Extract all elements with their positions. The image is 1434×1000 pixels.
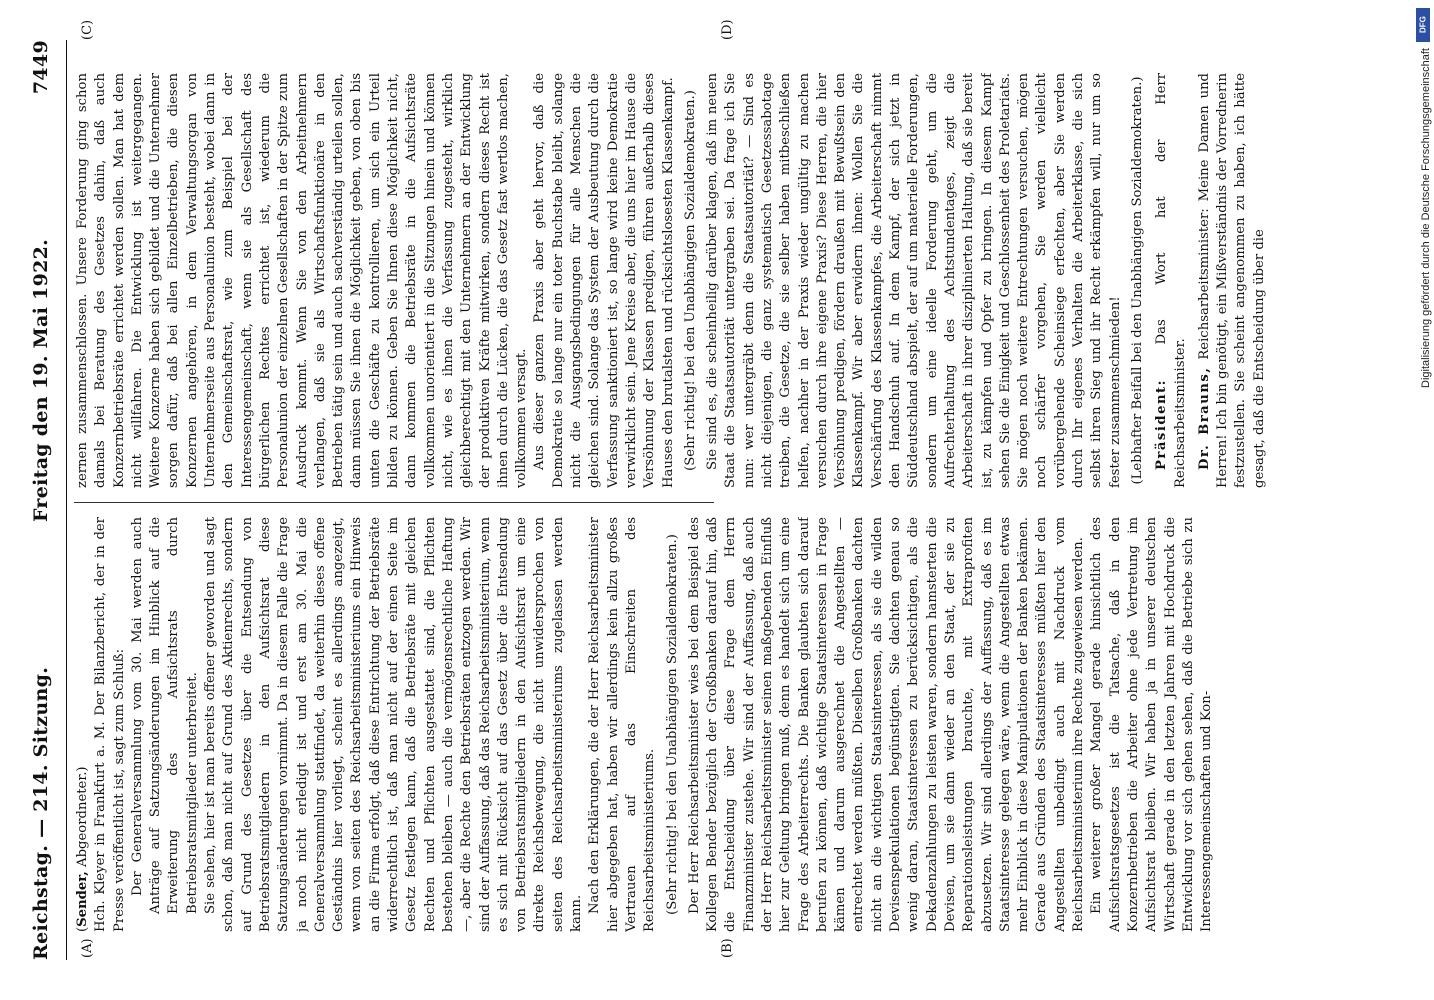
interjection: (Sehr richtig! bei den Unabhängigen Sozialdemokraten.) bbox=[664, 534, 680, 915]
interjection: (Sehr richtig! bei den Unabhängigen Sozialdemokraten.) bbox=[682, 90, 698, 471]
minister-role: Reichsarbeitsminister: bbox=[1196, 208, 1212, 360]
paragraph: Sie sind es, die scheinheilig darüber klagen, daß im neuen Staat die Staatsautorität untergraben sei. Da frage ich Sie nun: wer untergräbt denn die Staatsautorität? — Sind es nicht diejenigen, die ganz systematisch Gesetzessabotage treiben, die Gesetze, die sie selber haben mitbeschließen helfen, nachher in der Praxis wieder ungültig zu machen versuchen durch ihre eigene Praxis? Diese Herren, die hier Versöhnung predigen, fördern draußen mit Bewußtsein den Klassenkampf. Wir aber erwidern ihnen: Wollen Sie die Verschärfung des Klassenkampfes, die Arbeiterschaft nimmt den Handschuh auf. In dem Kampf, der sich jetzt in Süddeutschland abspielt, der auf um materielle Forderungen, sondern um eine ideelle Forderung geht, um die Aufrechterhaltung des Achtstundentages, zeigt die Arbeiterschaft in ihrer disziplinierten Haltung, daß sie bereit ist, zu kämpfen und Opfer zu bringen. In diesem Kampf sehen Sie die Einigkeit und Geschlossenheit des Proletariats. Sie mögen noch weitere Entrechtungen versuchen, mögen noch schärfer vorgehen, Sie werden vielleicht vorübergehende Scheinsiege erfechten, aber Sie werden durch Ihr eigenes Verhalten die Arbeiterklasse, die sich selbst ihren Sieg und ihr Recht erkämpfen will, nur um so fester zusammenschmieden! bbox=[705, 73, 1123, 488]
digitization-note: Digitalisierung gefördert durch die Deutsche Forschungsgemeinschaft bbox=[1420, 48, 1432, 388]
dfg-logo-icon: DFG bbox=[1416, 8, 1430, 42]
page-header bbox=[30, 40, 60, 960]
paragraph: Der Herr Reichsarbeitsminister wies bei dem Beispiel des Kollegen Bender bezüglich der Großbanken darauf hin, daß die Entscheidung über diese Frage dem Herrn Finanzminister zustehe. Wir sind der Auffassung, daß auch der Herr Reichsarbeitsminister seinen maßgebenden Einfluß hier zur Geltung bringen muß, denn es handelt sich um eine Frage des Arbeiterrechts. Die Banken glaubten sich darauf berufen zu können, daß wichtige Staatsinteressen in Frage kämen und darum ausgerechnet die Angestellten — entrechtet werden müßten. Dieselben Großbanken dachten nicht an die wichtigen Staatsinteressen, als sie die wilden Devisenspekulationen begünstigten. Sie dachten genau so wenig daran, Staatsinteressen zu berücksichtigen, als die Dekadenzahlungen zu leisten waren, sondern hamsterten die Devisen, um sie dann wieder an den Staat, der sie zu Reparationsleistungen brauchte, mit Extraprofiten abzusetzen. Wir sind allerdings der Auffassung, daß es im Staatsinteresse gelegen wäre, wenn die Angestellten etwas mehr Einblick in diese Manipulationen der Banken bekämen. Gerade aus Gründen des Staatsinteresses müßten hier den Angestellten unbedingt auch mit Nachdruck vom Reichsarbeitsministerium ihre Rechte zugewiesen werden. bbox=[686, 517, 1087, 932]
marker-d: (D) bbox=[720, 19, 735, 40]
speaker-name: Sender, bbox=[75, 871, 90, 927]
president-line bbox=[1153, 73, 1190, 488]
right-column bbox=[74, 73, 1364, 488]
column-divider bbox=[74, 502, 714, 503]
minister-name: Dr. Brauns, bbox=[1196, 366, 1212, 470]
speaker-line: (Sender, Abgeordneter.) bbox=[75, 766, 90, 932]
paragraph: Ein weiterer großer Mangel gerade hinsichtlich des Aufsichtsratsgesetzes ist die Tatsache, daß in den Konzernbetrieben die Arbeiter ohne jede Vertretung im Aufsichtsrat bleiben. Wir haben ja in unserer deutschen Wirtschaft gerade in den letzten Jahren mit Hochdruck die Entwicklung vor sich gehen sehen, daß die Betriebe sich zu Interessengemeinschaften und Kon- bbox=[1089, 517, 1215, 932]
paragraph: zernen zusammenschlossen. Unsere Forderung ging schon damals bei Beratung des Gesetzes dahin, daß auch Konzernbetriebsräte errichtet werden sollen. Man hat dem nicht willfahren. Die Entwicklung ist weitergegangen. Weitere Konzerne haben sich gebildet und die Unternehmer sorgen dafür, daß bei allen Einzelbetrieben, die diesen Konzernen angehören, in dem Verwaltungsorgan von Unternehmerseite aus Personalunion besteht, wobei dann in den Gemeinschaftsrat, wie zum Beispiel bei der Interessengemeinschaft, wenn sie als Gesellschaft des bürgerlichen Rechtes errichtet ist, wiederum die Personalunion der einzelnen Gesellschaften in der Spitze zum Ausdruck kommt. Wenn Sie von den Arbeitnehmern verlangen, daß sie als Wirtschaftsfunktionäre in den Betrieben tätig sein und auch sachverständig urteilen sollen, dann müssen Sie ihnen die Möglichkeit geben, von oben bis unten die Geschäfte zu kontrollieren, um sich ein Urteil bilden zu können. Geben Sie Ihnen diese Möglichkeit nicht, dann kommen die Betriebsräte in die Aufsichtsräte vollkommen unorientiert in die Sitzungen hinein und können nicht, wie es ihnen die Verfassung zugesteht, wirklich gleichberechtigt mit den Unternehmern an der Entwicklung der produktiven Kräfte mitwirken, sondern dieses Recht ist ihnen durch die Lücken, die das Gesetz fast wertlos machen, vollkommen versagt. bbox=[75, 73, 530, 488]
header-rule bbox=[66, 40, 67, 960]
page-number: 7449 bbox=[30, 40, 52, 95]
president-text: Das Wort hat der Herr Reichsarbeitsminister. bbox=[1154, 73, 1188, 488]
left-column bbox=[74, 517, 1364, 932]
header-session: Reichstag. — 214. Sitzung. bbox=[30, 666, 52, 960]
marker-b: (B) bbox=[720, 938, 735, 958]
digitization-margin bbox=[1410, 0, 1434, 1000]
paragraph: Nach den Erklärungen, die der Herr Reichsarbeitsminister hier abgegeben hat, haben wir allerdings kein allzu großes Vertrauen auf das Einschreiten des Reichsarbeitsministeriums. bbox=[587, 517, 658, 932]
header-date: Freitag den 19. Mai 1922. bbox=[30, 238, 52, 523]
minister-text: Meine Damen und Herren! Ich bin genötigt, ein Mißverständnis der Vorrednerin festzustellen. Sie scheint angenommen zu haben, ich hätte gesagt, daß die Entscheidung über die bbox=[1196, 73, 1267, 488]
paragraph: Sie sehen, hier ist man bereits offener geworden und sagt schon, daß man nicht auf Grund des Aktienrechts, sondern auf Grund des Gesetzes über die Entsendung von Betriebsratsmitgliedern in den Aufsichtsrat diese Satzungsänderungen vornimmt. Da in diesem Falle die Frage ja noch nicht erledigt ist und erst am 30. Mai die Generalversammlung stattfindet, da weiterhin dieses offene Geständnis hier vorliegt, scheint es allerdings angezeigt, wenn von seiten des Reichsarbeitsministeriums ein Hinweis an die Firma erfolgt, daß diese Entrichtung der Betriebsräte widerrechtlich ist, daß man nicht auf der einen Seite im Gesetz festlegen kann, daß die Betriebsräte mit gleichen Rechten und Pflichten ausgestattet sind, die Pflichten bestehen bleiben — auch die vermögensrechtliche Haftung —, aber die Rechte den Betriebsräten entzogen werden. Wir sind der Auffassung, daß das Reichsarbeitsministerium, wenn es sich mit Rücksicht auf das Gesetz über die Entsendung von Betriebsratsmitgliedern in den Aufsichtsrat um eine direkte Reichsbewegung, die nicht unwidersprochen von seiten des Reichsarbeitsministeriums zugelassen werden kann. bbox=[203, 517, 585, 932]
speaker-role: Abgeordneter. bbox=[75, 771, 90, 867]
marker-c: (C) bbox=[80, 19, 95, 40]
president-label: Präsident: bbox=[1154, 378, 1170, 470]
applause-note: (Lebhafter Beifall bei den Unabhängigen Sozialdemokraten.) bbox=[1129, 76, 1145, 485]
marker-a: (A) bbox=[80, 938, 95, 958]
minister-line bbox=[1196, 73, 1269, 488]
paragraph: Aus dieser ganzen Praxis aber geht hervor, daß die Demokratie so lange nur ein toter Buchstabe bleibt, solange nicht die Ausgangsbedingungen für alle Menschen die gleichen sind. Solange das System der Ausbeutung durch die Verfassung sanktioniert ist, so lange wird keine Demokratie verwirklicht sein. Jene Kreise aber, die uns hier im Hause die Versöhnung der Klassen predigen, führen außerhalb dieses Hauses den brutalsten und rücksichtslosesten Klassenkampf. bbox=[532, 73, 676, 488]
paragraph: Hch. Kleyer in Frankfurt a. M. Der Bilanzbericht, der in der Presse veröffentlicht ist, sagt zum Schluß: bbox=[93, 517, 127, 932]
quote-paragraph: Der Generalversammlung vom 30. Mai werden auch Anträge auf Satzungsänderungen im Hinblick auf die Erweiterung des Aufsichtsrats durch Betriebsratsmitglieder unterbreitet. bbox=[129, 517, 200, 914]
